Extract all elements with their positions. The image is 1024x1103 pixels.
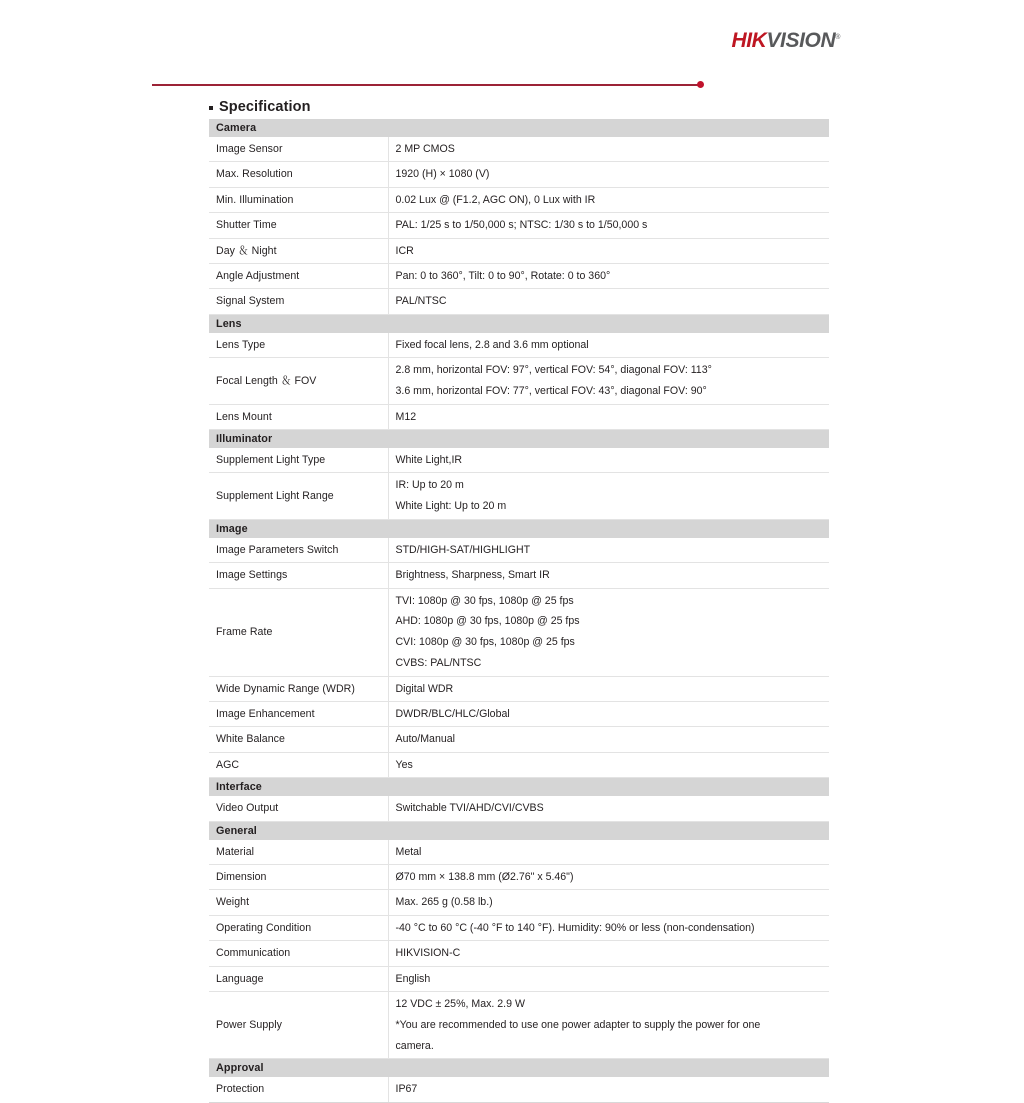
divider-line <box>152 84 698 86</box>
spec-label-cell: Signal System <box>209 289 388 314</box>
spec-value-line: Brightness, Sharpness, Smart IR <box>395 569 550 582</box>
spec-label-cell: Power Supply <box>209 992 388 1059</box>
spec-value-cell <box>388 752 829 777</box>
header-divider <box>152 81 704 89</box>
spec-value-line: Auto/Manual <box>395 733 455 746</box>
square-bullet-icon <box>209 106 213 110</box>
spec-value-cell <box>388 966 829 991</box>
section-header-label: Image <box>209 519 829 538</box>
spec-value-line: Max. 265 g (0.58 lb.) <box>395 896 493 909</box>
spec-label-cell: Material <box>209 840 388 865</box>
section-header-row <box>209 1059 829 1078</box>
spec-value-line: 2.8 mm, horizontal FOV: 97°, vertical FOV: 54°, diagonal FOV: 113° <box>395 364 712 377</box>
spec-value-line: Ø70 mm × 138.8 mm (Ø2.76" x 5.46") <box>395 871 574 884</box>
table-row <box>209 588 829 676</box>
table-row <box>209 890 829 915</box>
specification-table-body <box>209 119 829 1102</box>
section-header-row <box>209 778 829 797</box>
spec-label-cell: Min. Illumination <box>209 187 388 212</box>
spec-value-cell <box>388 676 829 701</box>
spec-value-line: ICR <box>395 244 414 257</box>
spec-value-line: 2 MP CMOS <box>395 143 455 155</box>
spec-value-cell <box>388 727 829 752</box>
table-row <box>209 289 829 314</box>
spec-label-cell: White Balance <box>209 727 388 752</box>
spec-value-cell <box>388 992 829 1059</box>
spec-value-cell <box>388 588 829 676</box>
spec-value-cell <box>388 358 829 404</box>
spec-value-line: 0.02 Lux @ (F1.2, AGC ON), 0 Lux with IR <box>395 193 596 206</box>
spec-label-cell: Wide Dynamic Range (WDR) <box>209 676 388 701</box>
table-row <box>209 702 829 727</box>
section-header-label: Lens <box>209 314 829 333</box>
spec-value-line: IP67 <box>395 1083 418 1096</box>
spec-value-line: AHD: 1080p @ 30 fps, 1080p @ 25 fps <box>395 615 580 628</box>
table-row <box>209 563 829 588</box>
hikvision-logo <box>731 30 840 51</box>
spec-value-line: Pan: 0 to 360°, Tilt: 0 to 90°, Rotate: 0 to 360° <box>395 270 611 283</box>
page-header <box>0 0 1024 90</box>
spec-label-cell: Video Output <box>209 796 388 821</box>
spec-value-cell <box>388 264 829 289</box>
spec-value-line: Yes <box>395 758 413 771</box>
table-row <box>209 333 829 358</box>
spec-value-line: PAL/NTSC <box>395 295 447 308</box>
spec-label-cell: Protection <box>209 1077 388 1102</box>
table-row <box>209 992 829 1059</box>
logo-hik-text: HIK <box>731 29 767 52</box>
spec-label-cell: Communication <box>209 941 388 966</box>
spec-value-line: M12 <box>395 410 417 423</box>
spec-label-cell: Max. Resolution <box>209 162 388 187</box>
table-row <box>209 137 829 162</box>
divider-dot-icon <box>697 81 704 88</box>
spec-value-cell <box>388 137 829 162</box>
section-header-label: Interface <box>209 778 829 797</box>
spec-value-line: Digital WDR <box>395 682 454 695</box>
spec-label-cell: Supplement Light Range <box>209 473 388 519</box>
spec-value-cell <box>388 404 829 429</box>
spec-value-cell <box>388 1077 829 1102</box>
spec-label-cell: Shutter Time <box>209 213 388 238</box>
spec-value-line: Switchable TVI/AHD/CVI/CVBS <box>395 802 544 815</box>
section-header-row <box>209 821 829 840</box>
spec-label-cell: Dimension <box>209 865 388 890</box>
spec-value-cell <box>388 162 829 187</box>
spec-label-cell: Language <box>209 966 388 991</box>
spec-value-line: DWDR/BLC/HLC/Global <box>395 708 510 721</box>
spec-label-cell: Frame Rate <box>209 588 388 676</box>
spec-label-cell: Focal Length ＆ FOV <box>209 358 388 404</box>
spec-value-cell <box>388 538 829 563</box>
table-row <box>209 966 829 991</box>
section-header-label: General <box>209 821 829 840</box>
spec-value-cell <box>388 563 829 588</box>
spec-value-line: White Light: Up to 20 m <box>395 500 507 513</box>
page-title <box>209 99 311 115</box>
spec-label-cell: Image Enhancement <box>209 702 388 727</box>
specification-table <box>209 119 829 1103</box>
spec-label-cell: Lens Mount <box>209 404 388 429</box>
table-row <box>209 1077 829 1102</box>
spec-label-cell: AGC <box>209 752 388 777</box>
spec-value-cell <box>388 840 829 865</box>
spec-label-cell: Image Settings <box>209 563 388 588</box>
table-row <box>209 358 829 404</box>
spec-value-cell <box>388 448 829 473</box>
section-header-row <box>209 519 829 538</box>
spec-value-cell <box>388 187 829 212</box>
spec-value-line: White Light,IR <box>395 453 463 466</box>
spec-value-line: HIKVISION-C <box>395 947 461 960</box>
table-row <box>209 264 829 289</box>
spec-label-cell: Operating Condition <box>209 915 388 940</box>
trademark-icon: ® <box>835 34 840 41</box>
table-row <box>209 404 829 429</box>
spec-value-line: CVBS: PAL/NTSC <box>395 657 482 670</box>
section-header-row <box>209 119 829 137</box>
spec-label-cell: Angle Adjustment <box>209 264 388 289</box>
logo-vision-text: VISION <box>766 29 836 52</box>
table-row <box>209 915 829 940</box>
spec-value-line: -40 °C to 60 °C (-40 °F to 140 °F). Humidity: 90% or less (non-condensation) <box>395 921 755 934</box>
spec-label-cell: Image Sensor <box>209 137 388 162</box>
section-header-label: Camera <box>209 119 829 137</box>
table-row <box>209 865 829 890</box>
table-row <box>209 187 829 212</box>
section-header-label: Approval <box>209 1059 829 1078</box>
table-row <box>209 162 829 187</box>
section-header-row <box>209 314 829 333</box>
table-row <box>209 840 829 865</box>
spec-value-line: *You are recommended to use one power adapter to supply the power for one <box>395 1019 761 1031</box>
spec-value-line: Metal <box>395 845 422 858</box>
spec-value-cell <box>388 473 829 519</box>
table-row <box>209 213 829 238</box>
table-row <box>209 676 829 701</box>
table-row <box>209 473 829 519</box>
table-row <box>209 238 829 263</box>
spec-label-cell: Image Parameters Switch <box>209 538 388 563</box>
section-header-label: Illuminator <box>209 429 829 448</box>
spec-value-line: TVI: 1080p @ 30 fps, 1080p @ 25 fps <box>395 594 574 607</box>
spec-value-cell <box>388 796 829 821</box>
spec-value-cell <box>388 941 829 966</box>
table-row <box>209 752 829 777</box>
page-title-label: Specification <box>219 99 311 115</box>
spec-value-line: Fixed focal lens, 2.8 and 3.6 mm optional <box>395 338 589 351</box>
spec-label-cell: Supplement Light Type <box>209 448 388 473</box>
spec-value-cell <box>388 890 829 915</box>
spec-value-line: PAL: 1/25 s to 1/50,000 s; NTSC: 1/30 s to 1/50,000 s <box>395 219 648 232</box>
spec-value-line: 12 VDC ± 25%, Max. 2.9 W <box>395 998 525 1011</box>
spec-value-cell <box>388 702 829 727</box>
spec-value-cell <box>388 213 829 238</box>
spec-value-cell <box>388 238 829 263</box>
spec-value-line: STD/HIGH-SAT/HIGHLIGHT <box>395 543 531 556</box>
spec-label-cell: Day ＆ Night <box>209 238 388 263</box>
spec-value-cell <box>388 915 829 940</box>
spec-value-line: 1920 (H) × 1080 (V) <box>395 168 490 181</box>
table-row <box>209 796 829 821</box>
section-header-row <box>209 429 829 448</box>
table-row <box>209 448 829 473</box>
spec-value-line: 3.6 mm, horizontal FOV: 77°, vertical FOV: 43°, diagonal FOV: 90° <box>395 385 707 398</box>
spec-label-cell: Weight <box>209 890 388 915</box>
spec-value-cell <box>388 865 829 890</box>
spec-value-line: camera. <box>395 1039 434 1052</box>
table-row <box>209 538 829 563</box>
spec-value-cell <box>388 333 829 358</box>
table-row <box>209 941 829 966</box>
spec-value-line: IR: Up to 20 m <box>395 479 464 492</box>
spec-label-cell: Lens Type <box>209 333 388 358</box>
spec-value-line: English <box>395 972 431 985</box>
spec-value-cell <box>388 289 829 314</box>
table-row <box>209 727 829 752</box>
spec-value-line: CVI: 1080p @ 30 fps, 1080p @ 25 fps <box>395 636 575 649</box>
